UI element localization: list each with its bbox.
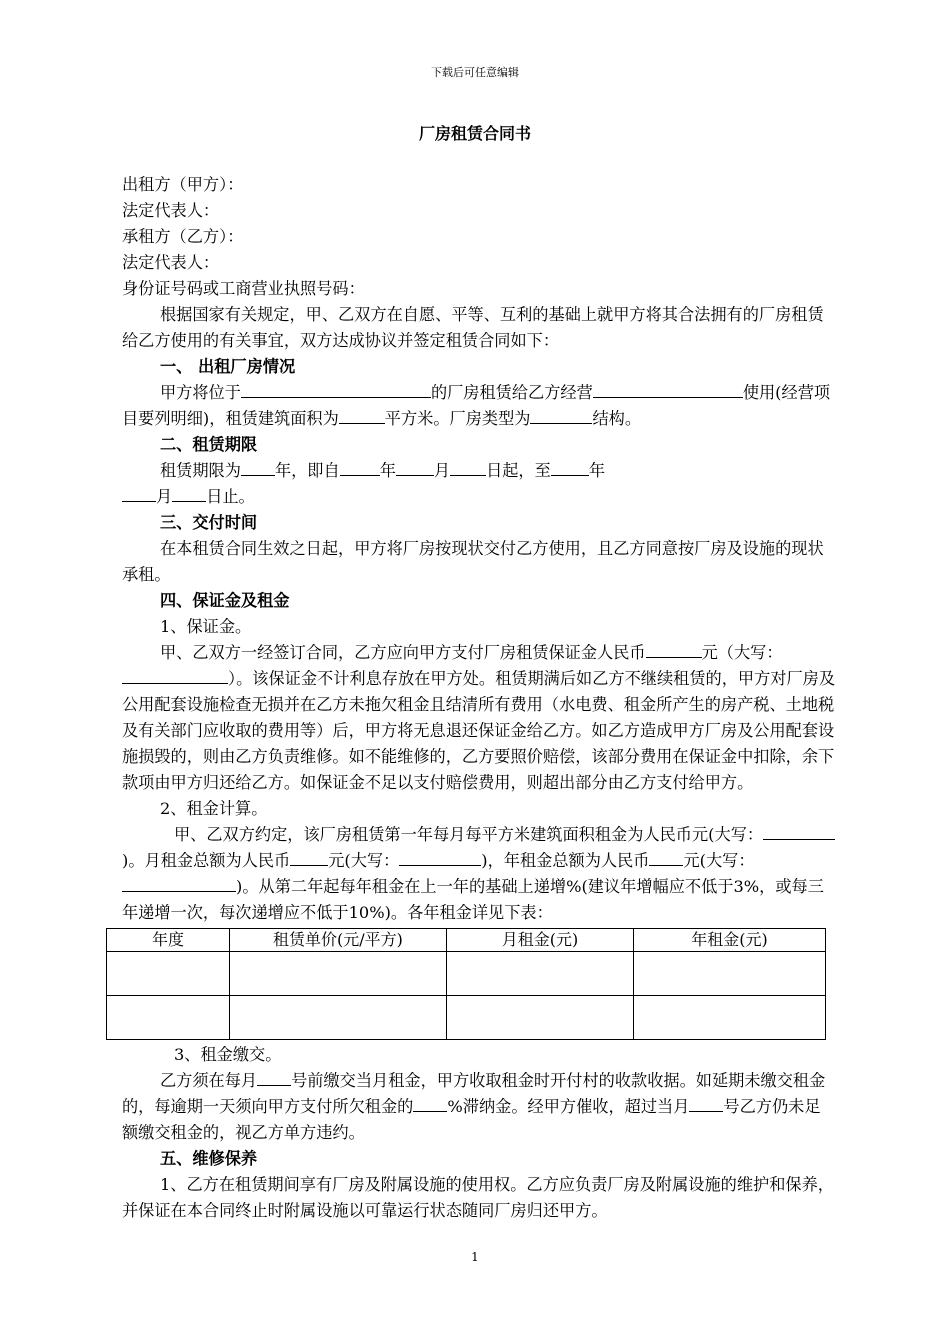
subsection-heading: 1、保证金。 [160, 617, 252, 636]
blank-field [172, 484, 206, 502]
blank-field [257, 1068, 291, 1086]
table-cell[interactable] [230, 952, 447, 996]
payment-paragraph: 乙方须在每月 号前缴交当月租金，甲方收取租金时开付村的收款收据。如延期未缴交租金的，每逾期一天须向甲方支付所欠租金的 %滞纳金。经甲方催收，超过当月 号乙方仍未足额缴交租金的，视乙方单方违约。 [122, 1068, 836, 1146]
table-cell[interactable] [447, 996, 634, 1040]
table-cell[interactable] [230, 996, 447, 1040]
blank-field [413, 1094, 447, 1112]
party-line: 法定代表人： [122, 201, 220, 220]
party-line: 身份证号码或工商营业执照号码： [122, 279, 365, 298]
table-cell[interactable] [107, 952, 230, 996]
blank-field [646, 640, 702, 658]
section-1-paragraph: 甲方将位于 的厂房租赁给乙方经营 使用(经营项目要列明细)，租赁建筑面积为 平方米。厂房类型为 结构。 [122, 380, 836, 432]
blank-field [122, 666, 228, 684]
document-title: 厂房租赁合同书 [418, 124, 531, 143]
table-cell[interactable] [634, 952, 826, 996]
blank-field [530, 406, 592, 424]
table-cell[interactable] [107, 996, 230, 1040]
section-2-line: 租赁期限为 年，即自 年 月 日起，至 年 [122, 458, 836, 484]
header-note: 下载后可任意编辑 [431, 66, 519, 79]
table-header-cell: 月租金(元) [447, 929, 634, 952]
section-2-line: 月 日止。 [122, 484, 836, 510]
blank-field [649, 848, 683, 866]
section-3-paragraph: 在本租赁合同生效之日起，甲方将厂房按现状交付乙方使用，且乙方同意按厂房及设施的现状承租。 [122, 539, 824, 584]
blank-field [339, 406, 385, 424]
subsection-heading: 3、租金缴交。 [174, 1045, 282, 1064]
blank-field [290, 848, 328, 866]
table-cell[interactable] [634, 996, 826, 1040]
table-header-cell: 租赁单价(元/平方) [230, 929, 447, 952]
blank-field [450, 458, 486, 476]
intro-paragraph: 根据国家有关规定，甲、乙双方在自愿、平等、互利的基础上就甲方将其合法拥有的厂房租赁给乙方使用的有关事宜，双方达成协议并签定租赁合同如下： [122, 305, 824, 350]
table-header-row [107, 929, 826, 952]
blank-field [399, 848, 481, 866]
blank-field [340, 458, 380, 476]
section-heading: 五、维修保养 [160, 1149, 258, 1168]
table-row [107, 996, 826, 1040]
blank-field [241, 380, 431, 398]
table-header-cell: 年租金(元) [634, 929, 826, 952]
blank-field [122, 874, 236, 892]
section-heading: 二、租赁期限 [160, 435, 258, 454]
party-line: 出租方（甲方）： [122, 175, 244, 194]
subsection-heading: 2、租金计算。 [160, 799, 268, 818]
section-heading: 三、交付时间 [160, 513, 258, 532]
blank-field [593, 380, 743, 398]
maintenance-paragraph: 1、乙方在租赁期间享有厂房及附属设施的使用权。乙方应负责厂房及附属设施的维护和保养，并保证在本合同终止时附属设施以可靠运行状态随同厂房归还甲方。 [122, 1175, 834, 1220]
blank-field [122, 484, 156, 502]
blank-field [689, 1094, 723, 1112]
contract-body [122, 172, 836, 1224]
party-line: 法定代表人： [122, 253, 220, 272]
blank-field [241, 458, 275, 476]
table-row [107, 952, 826, 996]
table-cell[interactable] [447, 952, 634, 996]
rent-table [106, 928, 826, 1040]
blank-field [551, 458, 589, 476]
rent-paragraph: 甲、乙双方约定，该厂房租赁第一年每月每平方米建筑面积租金为人民币元(大写：)。月租金总额为人民币 元(大写： )，年租金总额为人民币 元(大写：)。从第二年起每年租金在上一年的基础上递增%(建议年增幅应不低于3%，或每三年递增一次，每次递增应不低于10%)。各年租金详见下表： [122, 822, 836, 926]
section-heading: 四、保证金及租金 [160, 591, 290, 610]
blank-field [396, 458, 434, 476]
deposit-paragraph: 甲、乙双方一经签订合同，乙方应向甲方支付厂房租赁保证金人民币 元（大写：）。该保证金不计利息存放在甲方处。租赁期满后如乙方不继续租赁的，甲方对厂房及公用配套设施检查无损并在乙方未拖欠租金且结清所有费用（水电费、租金所产生的房产税、土地税及有关部门应收取的费用等）后，甲方将无息退还保证金给乙方。如乙方造成甲方厂房及公用配套设施损毁的，则由乙方负责维修。如不能维修的，乙方要照价赔偿，该部分费用在保证金中扣除，余下款项由甲方归还给乙方。如保证金不足以支付赔偿费用，则超出部分由乙方支付给甲方。 [122, 640, 836, 796]
blank-field [763, 822, 835, 840]
party-line: 承租方（乙方）： [122, 227, 244, 246]
table-header-cell: 年度 [107, 929, 230, 952]
page-number: 1 [471, 1250, 479, 1264]
section-heading: 一、 出租厂房情况 [160, 357, 296, 376]
